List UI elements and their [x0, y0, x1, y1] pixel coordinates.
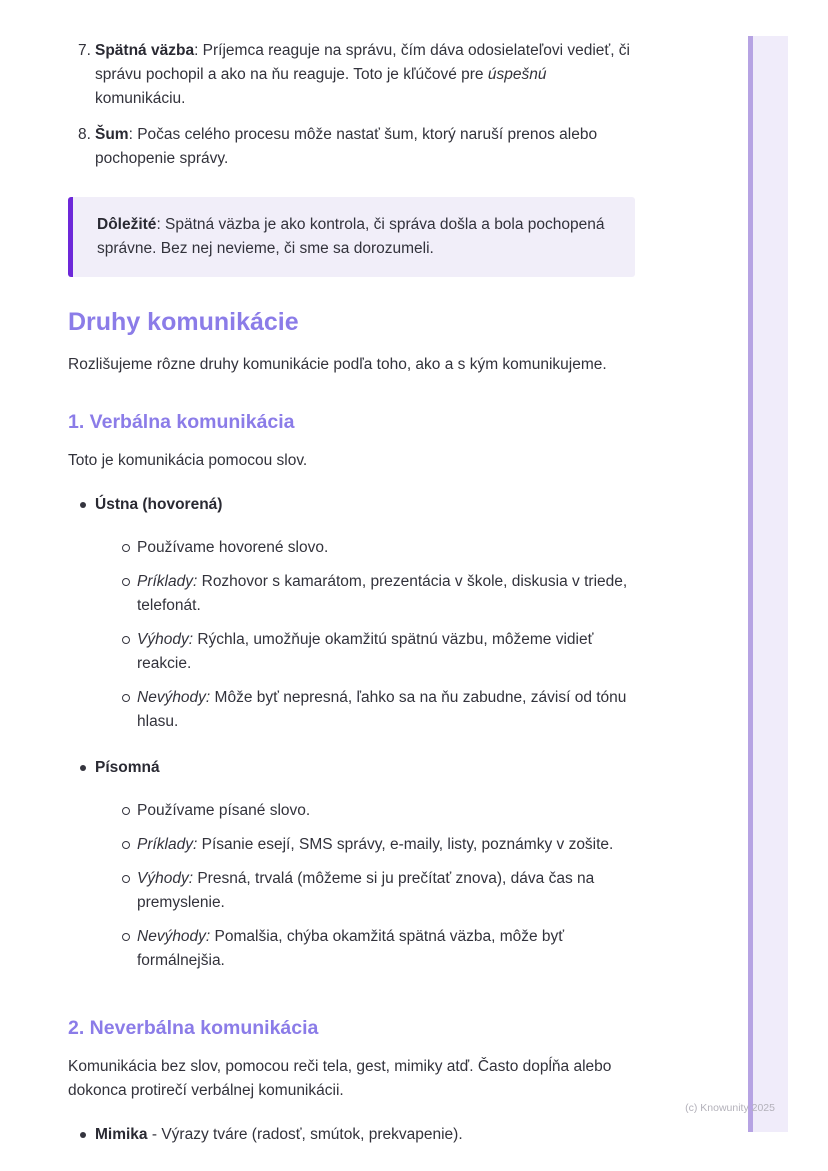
point-label: Nevýhody: [137, 928, 211, 945]
callout-term: Dôležité [97, 216, 157, 233]
callout-body: : Spätná väzba je ako kontrola, či správa došla a bola pochopená správne. Bez nej nevieme, či sme sa dorozumeli. [97, 216, 605, 257]
point-body: Presná, trvalá (môžeme si ju prečítať znova), dáva čas na premyslenie. [137, 870, 595, 911]
sub-bullet-item [95, 867, 635, 915]
numbered-item-8 [68, 123, 635, 171]
point-text [137, 686, 635, 734]
bullet-title-text: Písomná [95, 759, 160, 776]
sub-bullet-item [95, 925, 635, 973]
sub-bullet-item [95, 570, 635, 618]
point-label: Výhody: [137, 870, 194, 887]
sub-bullet-item [95, 686, 635, 734]
right-margin-stripe [748, 36, 788, 1132]
bullet-title-text: Ústna (hovorená) [95, 496, 223, 513]
circle-bullet-icon [95, 570, 137, 618]
sub-bullet-item [95, 833, 635, 857]
circle-bullet-icon [95, 686, 137, 734]
point-label: Nevýhody: [137, 689, 211, 706]
sub-bullet-list [95, 536, 635, 734]
item-text [95, 39, 635, 111]
disc-bullet-icon [68, 756, 95, 983]
important-callout [68, 197, 635, 277]
nonverbal-bullet-list [68, 1123, 635, 1147]
bullet-term: Mimika [95, 1126, 148, 1143]
point-body: Používame písané slovo. [137, 802, 311, 819]
circle-bullet-icon [95, 799, 137, 823]
item-term: Šum [95, 126, 129, 143]
point-body: Písanie esejí, SMS správy, e-maily, listy, poznámky v zošite. [197, 836, 614, 853]
sub-bullet-item [95, 799, 635, 823]
point-text [137, 867, 635, 915]
numbered-list [68, 39, 635, 171]
bullet-title [95, 493, 635, 517]
circle-bullet-icon [95, 925, 137, 973]
bullet-title [95, 756, 635, 780]
verbal-intro: Toto je komunikácia pomocou slov. [68, 452, 308, 469]
stripe-band [753, 36, 788, 1132]
nonverbal-intro: Komunikácia bez slov, pomocou reči tela, gest, mimiky atď. Často dopĺňa alebo dokonca protirečí verbálnej komunikácii. [68, 1058, 612, 1099]
item-emphasis: úspešnú [487, 66, 547, 83]
point-text [137, 628, 635, 676]
item-number: 8. [78, 126, 91, 143]
point-body: Môže byť nepresná, ľahko sa na ňu zabudne, závisí od tónu hlasu. [137, 689, 627, 730]
item-body: : Príjemca reaguje na správu, čím dáva odosielateľovi vedieť, či správu pochopil a ako na ňu reaguje. Toto je kľúčové pre [95, 42, 630, 83]
point-text [137, 570, 635, 618]
circle-bullet-icon [95, 867, 137, 915]
point-label: Výhody: [137, 631, 194, 648]
item-body-end: komunikáciu. [95, 90, 186, 107]
bullet-content [95, 756, 635, 983]
bullet-content [95, 493, 635, 744]
point-text [137, 536, 635, 560]
bullet-item-mimika [68, 1123, 635, 1147]
circle-bullet-icon [95, 628, 137, 676]
circle-bullet-icon [95, 833, 137, 857]
copyright-footer: (c) Knowunity 2025 [685, 1102, 775, 1114]
subsection-heading-nonverbal: 2. Neverbálna komunikácia [68, 1017, 319, 1039]
sub-bullet-item [95, 536, 635, 560]
numbered-item-7 [68, 39, 635, 111]
point-label: Príklady: [137, 573, 198, 590]
circle-bullet-icon [95, 536, 137, 560]
point-body: Rýchla, umožňuje okamžitú spätnú väzbu, môžeme vidieť reakcie. [137, 631, 594, 672]
item-text [95, 123, 635, 171]
callout-text [97, 213, 611, 261]
item-body: : Počas celého procesu môže nastať šum, ktorý naruší prenos alebo pochopenie správy. [95, 126, 598, 167]
point-text [137, 799, 635, 823]
point-body: Používame hovorené slovo. [137, 539, 329, 556]
bullet-item-ustna [68, 493, 635, 744]
item-term: Spätná väzba [95, 42, 195, 59]
subsection-heading-verbal: 1. Verbálna komunikácia [68, 411, 295, 433]
point-text [137, 833, 635, 857]
bullet-body: - Výrazy tváre (radosť, smútok, prekvapenie). [147, 1126, 463, 1143]
sub-bullet-item [95, 628, 635, 676]
section-heading: Druhy komunikácie [68, 308, 299, 336]
document-content [68, 0, 635, 1159]
sub-bullet-list [95, 799, 635, 973]
section-intro: Rozlišujeme rôzne druhy komunikácie podľa toho, ako a s kým komunikujeme. [68, 356, 607, 373]
point-body: Rozhovor s kamarátom, prezentácia v škole, diskusia v triede, telefonát. [137, 573, 628, 614]
disc-bullet-icon [68, 1123, 95, 1147]
bullet-text [95, 1123, 635, 1147]
point-text [137, 925, 635, 973]
point-body: Pomalšia, chýba okamžitá spätná väzba, môže byť formálnejšia. [137, 928, 565, 969]
disc-bullet-icon [68, 493, 95, 744]
point-label: Príklady: [137, 836, 198, 853]
verbal-bullet-list [68, 493, 635, 983]
item-number: 7. [78, 42, 91, 59]
bullet-item-pisomna [68, 756, 635, 983]
